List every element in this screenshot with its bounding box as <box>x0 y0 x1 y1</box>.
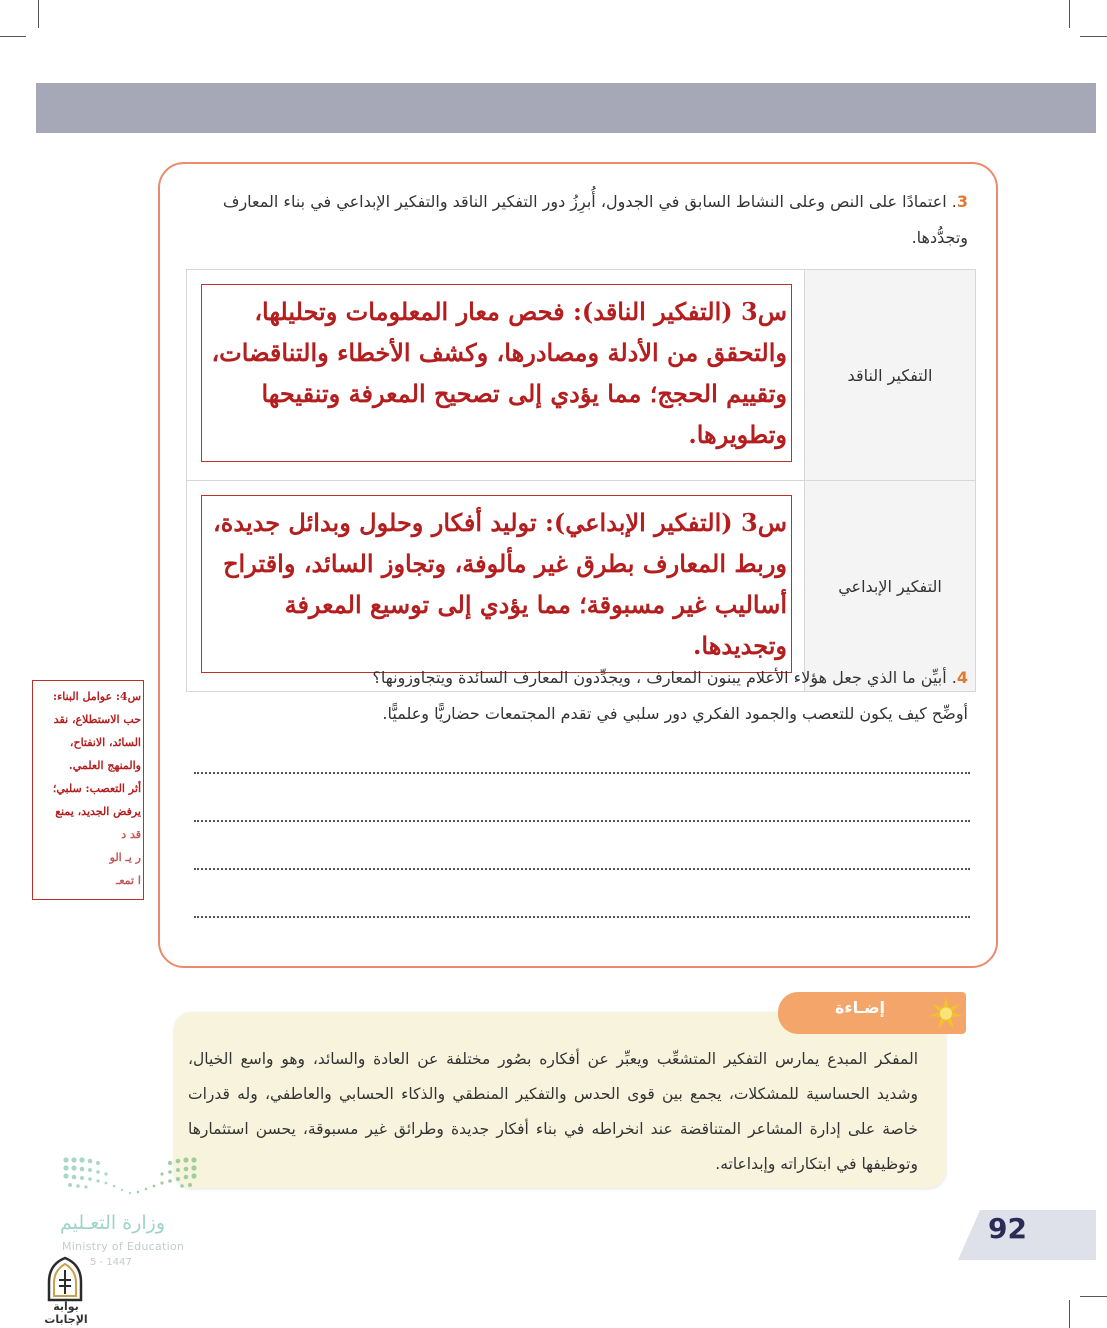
crop-mark <box>0 36 26 37</box>
answer-body: فحص ﻣﻌﺎر المعلومات وتحليلها، والتحقق من الأدلة ومصادرها، وكشف الأخطاء والتناقضات، وتقييم الحجج؛ مما يؤدي إلى تصحيح المعرفة وتنقيحها وتطويرها. <box>211 297 787 449</box>
ministry-logo-icon <box>62 1156 198 1200</box>
answer-body: توليد أفكار وحلول وبدائل جديدة، وربط المعارف بطرق غير مألوفة، وتجاوز السائد، واقتراح أساليب غير مسبوقة؛ مما يؤدي إلى توسيع المعرفة وتجديدها. <box>213 508 787 660</box>
answer-line[interactable] <box>194 916 970 918</box>
note-line: س4: عوامل البناء: <box>53 690 141 703</box>
crop-mark <box>1080 1296 1107 1297</box>
answer-line[interactable] <box>194 772 970 774</box>
answer-prefix: س3 <box>741 297 787 326</box>
answer-term: (التفكير الإبداعي): <box>544 508 741 537</box>
ministry-name-english: Ministry of Education <box>62 1240 185 1253</box>
answer-table <box>186 269 976 692</box>
site-logo-icon <box>42 1256 88 1302</box>
row-label: التفكير الإبداعي <box>805 481 976 692</box>
note-line: والمنهج العلمي. <box>68 759 141 772</box>
table-row <box>187 270 976 481</box>
answer-box <box>201 284 792 462</box>
row-label: التفكير الناقد <box>805 270 976 481</box>
idaa-text: المفكر المبدع يمارس التفكير المتشعِّب ويعبِّر عن أفكاره بصُور مختلفة عن العادة والسائد، وهو واسع الخيال، وشديد الحساسية للمشكلات، يجمع بين قوى الحدس والتفكير المنطقي والذكاء الحسابي والعاطفي، وله قدرات خاصة على إدارة المشاعر المتناقضة عند انخراطه في بناء أفكار جديدة وطرائق غير مسبوقة، يحسن استثمارها وتوظيفها في ابتكاراته وإبداعاته. <box>188 1050 918 1173</box>
sun-icon <box>928 996 964 1030</box>
edition-year: 5 - 1447 <box>90 1257 132 1268</box>
site-name[interactable]: بوابة الإجابات <box>44 1300 88 1326</box>
answer-box <box>201 495 792 673</box>
answer-cell <box>187 270 805 481</box>
question-box <box>158 162 998 968</box>
question-number: 4 <box>956 668 968 687</box>
question-line: أوضِّح كيف يكون للتعصب والجمود الفكري دور سلبي في تقدم المجتمعات حضاريًّا وعلميًّا. <box>382 704 968 723</box>
ministry-name-arabic: وزارة التعـليم <box>60 1212 166 1234</box>
question-text: . اعتمادًا على النص وعلى النشاط السابق في الجدول، أُبرِزُ دور التفكير الناقد والتفكير الإبداعي في بناء المعارف وتجدُّدها. <box>222 192 968 247</box>
note-line: قد د <box>121 828 141 841</box>
note-line: ر يـ الو <box>109 851 141 864</box>
question-number: 3 <box>956 192 968 211</box>
note-line: السائد، الانفتاح، <box>69 736 141 749</box>
crop-mark <box>1069 1300 1070 1328</box>
answer-line[interactable] <box>194 820 970 822</box>
crop-mark <box>1080 36 1107 37</box>
note-line: أثر التعصب: سلبي؛ <box>52 782 141 795</box>
answer-line[interactable] <box>194 868 970 870</box>
page-number: 92 <box>988 1212 1027 1245</box>
note-line: يرفض الجديد، يمنع <box>55 805 141 818</box>
note-line: حب الاستطلاع، نقد <box>53 713 141 726</box>
question-4 <box>188 660 968 732</box>
answer-term: (التفكير الناقد): <box>573 297 741 326</box>
answer-prefix: س3 <box>741 508 787 537</box>
header-band <box>36 83 1096 133</box>
side-answer-note <box>32 680 144 900</box>
note-line: ا تمعـ <box>116 874 141 887</box>
crop-mark <box>38 0 39 28</box>
question-line <box>188 660 968 696</box>
idaa-panel <box>174 1012 946 1188</box>
question-3 <box>188 184 968 256</box>
crop-mark <box>1069 0 1070 28</box>
question-text: . أبيِّن ما الذي جعل هؤلاء الأعلام يبنون المعارف ، ويجدِّدون المعارف السائدة ويتجاوزونها؟ <box>372 668 957 687</box>
idaa-label: إضـاءة <box>834 998 886 1017</box>
